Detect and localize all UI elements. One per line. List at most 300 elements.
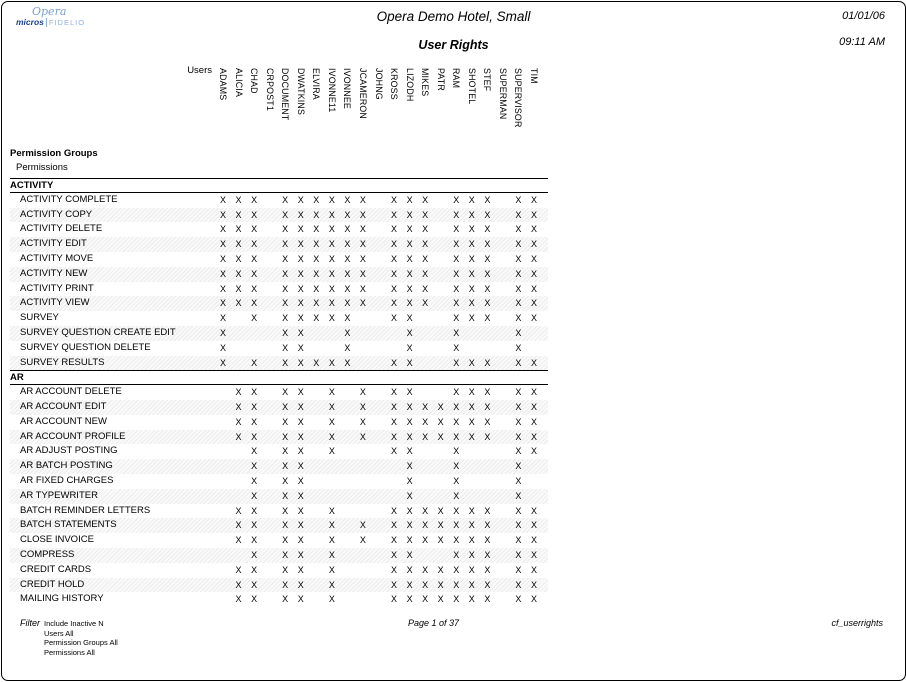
right-mark: X [468, 387, 475, 398]
right-mark: X [313, 209, 320, 220]
right-mark: X [468, 520, 475, 531]
right-mark: X [282, 194, 289, 205]
right-mark: X [406, 298, 413, 309]
right-mark: X [251, 475, 258, 486]
right-mark: X [422, 298, 429, 309]
right-mark: X [422, 579, 429, 590]
right-mark: X [235, 209, 242, 220]
right-mark: X [251, 446, 258, 457]
right-mark: X [453, 298, 460, 309]
right-mark: X [359, 209, 366, 220]
right-mark: X [515, 224, 522, 235]
permission-row [10, 341, 548, 356]
right-mark: X [282, 268, 289, 279]
right-mark: X [328, 401, 335, 412]
right-mark: X [515, 239, 522, 250]
permission-row [10, 430, 548, 445]
right-mark: X [468, 239, 475, 250]
right-mark: X [530, 549, 537, 560]
right-mark: X [313, 194, 320, 205]
right-mark: X [468, 253, 475, 264]
right-mark: X [235, 520, 242, 531]
right-mark: X [484, 594, 491, 605]
right-mark: X [437, 431, 444, 442]
right-mark: X [515, 209, 522, 220]
right-mark: X [406, 327, 413, 338]
right-mark: X [219, 239, 226, 250]
right-mark: X [484, 224, 491, 235]
filter-line: Permissions All [44, 647, 95, 657]
right-mark: X [453, 549, 460, 560]
user-column-header: MIKES [420, 68, 431, 97]
right-mark: X [453, 505, 460, 516]
right-mark: X [515, 401, 522, 412]
right-mark: X [406, 401, 413, 412]
right-mark: X [282, 520, 289, 531]
right-mark: X [251, 194, 258, 205]
right-mark: X [422, 239, 429, 250]
right-mark: X [391, 594, 398, 605]
user-column-header: ALICIA [233, 68, 244, 98]
right-mark: X [530, 253, 537, 264]
right-mark: X [359, 416, 366, 427]
right-mark: X [422, 209, 429, 220]
permission-label: ACTIVITY COPY [20, 208, 93, 220]
page-number: Page 1 of 37 [407, 618, 460, 628]
right-mark: X [406, 416, 413, 427]
permission-label: ACTIVITY NEW [20, 267, 88, 279]
right-mark: X [328, 387, 335, 398]
user-column-header: SUPERMAN [497, 68, 508, 120]
right-mark: X [251, 283, 258, 294]
permission-row [10, 326, 548, 341]
permission-label: AR ACCOUNT DELETE [20, 386, 122, 398]
right-mark: X [391, 283, 398, 294]
right-mark: X [359, 401, 366, 412]
right-mark: X [328, 446, 335, 457]
right-mark: X [484, 268, 491, 279]
right-mark: X [406, 224, 413, 235]
right-mark: X [235, 298, 242, 309]
right-mark: X [235, 505, 242, 516]
right-mark: X [406, 194, 413, 205]
permission-row [10, 311, 548, 326]
filter-line: Users All [44, 628, 74, 638]
right-mark: X [468, 268, 475, 279]
right-mark: X [453, 579, 460, 590]
right-mark: X [219, 283, 226, 294]
right-mark: X [344, 194, 351, 205]
right-mark: X [391, 239, 398, 250]
right-mark: X [453, 520, 460, 531]
user-column-header: CHAD [249, 68, 260, 94]
right-mark: X [530, 387, 537, 398]
permission-groups-label: Permission Groups [10, 148, 98, 159]
right-mark: X [328, 431, 335, 442]
right-mark: X [235, 224, 242, 235]
permission-label: CREDIT HOLD [20, 578, 85, 590]
right-mark: X [468, 505, 475, 516]
right-mark: X [515, 461, 522, 472]
right-mark: X [530, 357, 537, 368]
right-mark: X [406, 268, 413, 279]
right-mark: X [468, 416, 475, 427]
right-mark: X [219, 298, 226, 309]
right-mark: X [282, 253, 289, 264]
right-mark: X [406, 535, 413, 546]
right-mark: X [235, 579, 242, 590]
right-mark: X [282, 342, 289, 353]
right-mark: X [484, 387, 491, 398]
right-mark: X [468, 194, 475, 205]
right-mark: X [391, 298, 398, 309]
right-mark: X [515, 283, 522, 294]
right-mark: X [344, 224, 351, 235]
right-mark: X [297, 298, 304, 309]
permission-label: SURVEY QUESTION CREATE EDIT [20, 326, 176, 338]
right-mark: X [530, 401, 537, 412]
right-mark: X [344, 209, 351, 220]
right-mark: X [484, 313, 491, 324]
right-mark: X [313, 357, 320, 368]
right-mark: X [282, 416, 289, 427]
report-id: cf_userrights [831, 618, 883, 628]
right-mark: X [282, 535, 289, 546]
permission-label: ACTIVITY DELETE [20, 223, 103, 235]
right-mark: X [313, 253, 320, 264]
right-mark: X [251, 505, 258, 516]
permission-label: AR TYPEWRITER [20, 489, 98, 501]
right-mark: X [484, 298, 491, 309]
right-mark: X [282, 579, 289, 590]
right-mark: X [530, 594, 537, 605]
right-mark: X [344, 253, 351, 264]
right-mark: X [297, 342, 304, 353]
right-mark: X [313, 268, 320, 279]
right-mark: X [251, 387, 258, 398]
right-mark: X [453, 342, 460, 353]
right-mark: X [282, 239, 289, 250]
right-mark: X [359, 268, 366, 279]
right-mark: X [530, 239, 537, 250]
right-mark: X [328, 239, 335, 250]
right-mark: X [297, 446, 304, 457]
right-mark: X [406, 209, 413, 220]
user-column-header: ELVIRA [311, 68, 322, 100]
right-mark: X [344, 342, 351, 353]
permission-label: CREDIT CARDS [20, 563, 92, 575]
right-mark: X [453, 564, 460, 575]
right-mark: X [328, 594, 335, 605]
right-mark: X [251, 268, 258, 279]
right-mark: X [453, 327, 460, 338]
right-mark: X [359, 520, 366, 531]
right-mark: X [406, 461, 413, 472]
right-mark: X [484, 505, 491, 516]
right-mark: X [530, 446, 537, 457]
right-mark: X [406, 549, 413, 560]
permission-row [10, 193, 548, 208]
right-mark: X [297, 461, 304, 472]
right-mark: X [282, 564, 289, 575]
right-mark: X [530, 416, 537, 427]
permission-row [10, 489, 548, 504]
right-mark: X [219, 357, 226, 368]
right-mark: X [391, 416, 398, 427]
right-mark: X [359, 431, 366, 442]
right-mark: X [391, 357, 398, 368]
right-mark: X [515, 253, 522, 264]
right-mark: X [453, 416, 460, 427]
right-mark: X [530, 283, 537, 294]
right-mark: X [468, 224, 475, 235]
permissions-label: Permissions [16, 162, 68, 173]
right-mark: X [297, 505, 304, 516]
report-time: 09:11 AM [839, 36, 885, 48]
permission-label: SURVEY RESULTS [20, 356, 105, 368]
right-mark: X [530, 313, 537, 324]
right-mark: X [453, 461, 460, 472]
right-mark: X [313, 298, 320, 309]
right-mark: X [530, 535, 537, 546]
right-mark: X [313, 224, 320, 235]
right-mark: X [391, 253, 398, 264]
right-mark: X [484, 564, 491, 575]
right-mark: X [453, 239, 460, 250]
right-mark: X [313, 283, 320, 294]
right-mark: X [530, 298, 537, 309]
right-mark: X [328, 535, 335, 546]
user-column-header: LIZODH [404, 68, 415, 102]
right-mark: X [328, 549, 335, 560]
right-mark: X [422, 194, 429, 205]
right-mark: X [251, 564, 258, 575]
right-mark: X [251, 520, 258, 531]
right-mark: X [437, 535, 444, 546]
permission-row [10, 592, 548, 607]
right-mark: X [515, 520, 522, 531]
permission-group-header [10, 370, 548, 385]
right-mark: X [515, 357, 522, 368]
right-mark: X [422, 505, 429, 516]
right-mark: X [328, 224, 335, 235]
right-mark: X [328, 268, 335, 279]
permission-label: CLOSE INVOICE [20, 534, 94, 546]
right-mark: X [453, 401, 460, 412]
right-mark: X [391, 505, 398, 516]
permission-label: MAILING HISTORY [20, 593, 104, 605]
right-mark: X [484, 549, 491, 560]
right-mark: X [515, 387, 522, 398]
right-mark: X [282, 283, 289, 294]
permission-row [10, 474, 548, 489]
right-mark: X [282, 446, 289, 457]
right-mark: X [453, 594, 460, 605]
right-mark: X [515, 505, 522, 516]
permission-row [10, 400, 548, 415]
permission-label: ACTIVITY COMPLETE [20, 193, 118, 205]
right-mark: X [328, 357, 335, 368]
right-mark: X [282, 313, 289, 324]
right-mark: X [219, 327, 226, 338]
report-page [1, 1, 906, 681]
right-mark: X [468, 594, 475, 605]
right-mark: X [282, 298, 289, 309]
right-mark: X [251, 549, 258, 560]
right-mark: X [359, 387, 366, 398]
user-column-header: STEF [482, 68, 493, 92]
right-mark: X [437, 416, 444, 427]
permission-label: ACTIVITY MOVE [20, 252, 94, 264]
filter-line: Include Inactive N [44, 619, 104, 628]
right-mark: X [297, 431, 304, 442]
right-mark: X [282, 475, 289, 486]
right-mark: X [251, 431, 258, 442]
permission-group-header [10, 178, 548, 193]
right-mark: X [530, 268, 537, 279]
filter-line: Permission Groups All [44, 638, 118, 648]
permission-group-name: AR [10, 372, 24, 384]
right-mark: X [468, 535, 475, 546]
right-mark: X [235, 268, 242, 279]
permission-label: ACTIVITY EDIT [20, 238, 87, 250]
right-mark: X [251, 535, 258, 546]
right-mark: X [344, 313, 351, 324]
right-mark: X [297, 224, 304, 235]
right-mark: X [297, 475, 304, 486]
permission-label: BATCH REMINDER LETTERS [20, 504, 151, 516]
right-mark: X [391, 194, 398, 205]
right-mark: X [437, 505, 444, 516]
report-title: User Rights [418, 38, 489, 52]
right-mark: X [453, 209, 460, 220]
permission-label: SURVEY [20, 312, 59, 324]
users-column-group-label: Users [187, 65, 212, 76]
right-mark: X [422, 594, 429, 605]
permission-label: AR BATCH POSTING [20, 460, 113, 472]
right-mark: X [515, 446, 522, 457]
user-column-header: DOCUMENT [280, 68, 291, 121]
permission-row [10, 356, 548, 371]
permission-label: AR ACCOUNT PROFILE [20, 430, 126, 442]
right-mark: X [515, 579, 522, 590]
right-mark: X [437, 564, 444, 575]
right-mark: X [251, 594, 258, 605]
right-mark: X [453, 490, 460, 501]
right-mark: X [297, 209, 304, 220]
right-mark: X [484, 535, 491, 546]
right-mark: X [391, 268, 398, 279]
micros-fidelio-logo-text: micros FIDELIO [16, 17, 86, 27]
right-mark: X [391, 535, 398, 546]
right-mark: X [484, 401, 491, 412]
permissions-table [10, 178, 548, 607]
user-column-header: IVONNE11 [326, 68, 337, 113]
right-mark: X [484, 239, 491, 250]
right-mark: X [391, 401, 398, 412]
right-mark: X [297, 535, 304, 546]
right-mark: X [515, 298, 522, 309]
right-mark: X [391, 313, 398, 324]
user-column-header: CRPOST1 [264, 68, 275, 111]
right-mark: X [530, 194, 537, 205]
right-mark: X [453, 224, 460, 235]
right-mark: X [391, 579, 398, 590]
right-mark: X [251, 579, 258, 590]
right-mark: X [422, 253, 429, 264]
right-mark: X [468, 313, 475, 324]
right-mark: X [282, 594, 289, 605]
right-mark: X [235, 387, 242, 398]
user-column-header: JOHNG [373, 68, 384, 100]
right-mark: X [313, 313, 320, 324]
permission-row [10, 237, 548, 252]
permission-label: AR ACCOUNT NEW [20, 415, 107, 427]
right-mark: X [297, 357, 304, 368]
permission-row [10, 267, 548, 282]
right-mark: X [328, 416, 335, 427]
right-mark: X [282, 549, 289, 560]
permission-row [10, 548, 548, 563]
right-mark: X [359, 283, 366, 294]
right-mark: X [251, 298, 258, 309]
right-mark: X [235, 283, 242, 294]
right-mark: X [530, 564, 537, 575]
user-column-header: RAM [451, 68, 462, 89]
right-mark: X [251, 209, 258, 220]
permission-group-name: ACTIVITY [10, 180, 54, 191]
right-mark: X [468, 298, 475, 309]
right-mark: X [406, 520, 413, 531]
right-mark: X [344, 327, 351, 338]
right-mark: X [453, 446, 460, 457]
right-mark: X [484, 194, 491, 205]
right-mark: X [297, 268, 304, 279]
right-mark: X [515, 416, 522, 427]
right-mark: X [406, 564, 413, 575]
right-mark: X [391, 446, 398, 457]
right-mark: X [297, 416, 304, 427]
user-column-header: KROSS [389, 68, 400, 100]
right-mark: X [422, 535, 429, 546]
right-mark: X [297, 520, 304, 531]
right-mark: X [282, 327, 289, 338]
right-mark: X [468, 564, 475, 575]
permission-row [10, 385, 548, 400]
right-mark: X [235, 594, 242, 605]
right-mark: X [437, 520, 444, 531]
user-columns [2, 2, 905, 142]
right-mark: X [219, 194, 226, 205]
right-mark: X [468, 549, 475, 560]
permission-label: ACTIVITY PRINT [20, 282, 94, 294]
right-mark: X [530, 505, 537, 516]
permission-row [10, 208, 548, 223]
right-mark: X [406, 239, 413, 250]
right-mark: X [422, 268, 429, 279]
filter-label: Filter [20, 618, 40, 628]
right-mark: X [437, 594, 444, 605]
right-mark: X [484, 209, 491, 220]
permission-row [10, 415, 548, 430]
right-mark: X [530, 520, 537, 531]
right-mark: X [406, 594, 413, 605]
right-mark: X [219, 209, 226, 220]
right-mark: X [437, 401, 444, 412]
permission-label: AR ADJUST POSTING [20, 445, 118, 457]
right-mark: X [453, 357, 460, 368]
right-mark: X [282, 357, 289, 368]
